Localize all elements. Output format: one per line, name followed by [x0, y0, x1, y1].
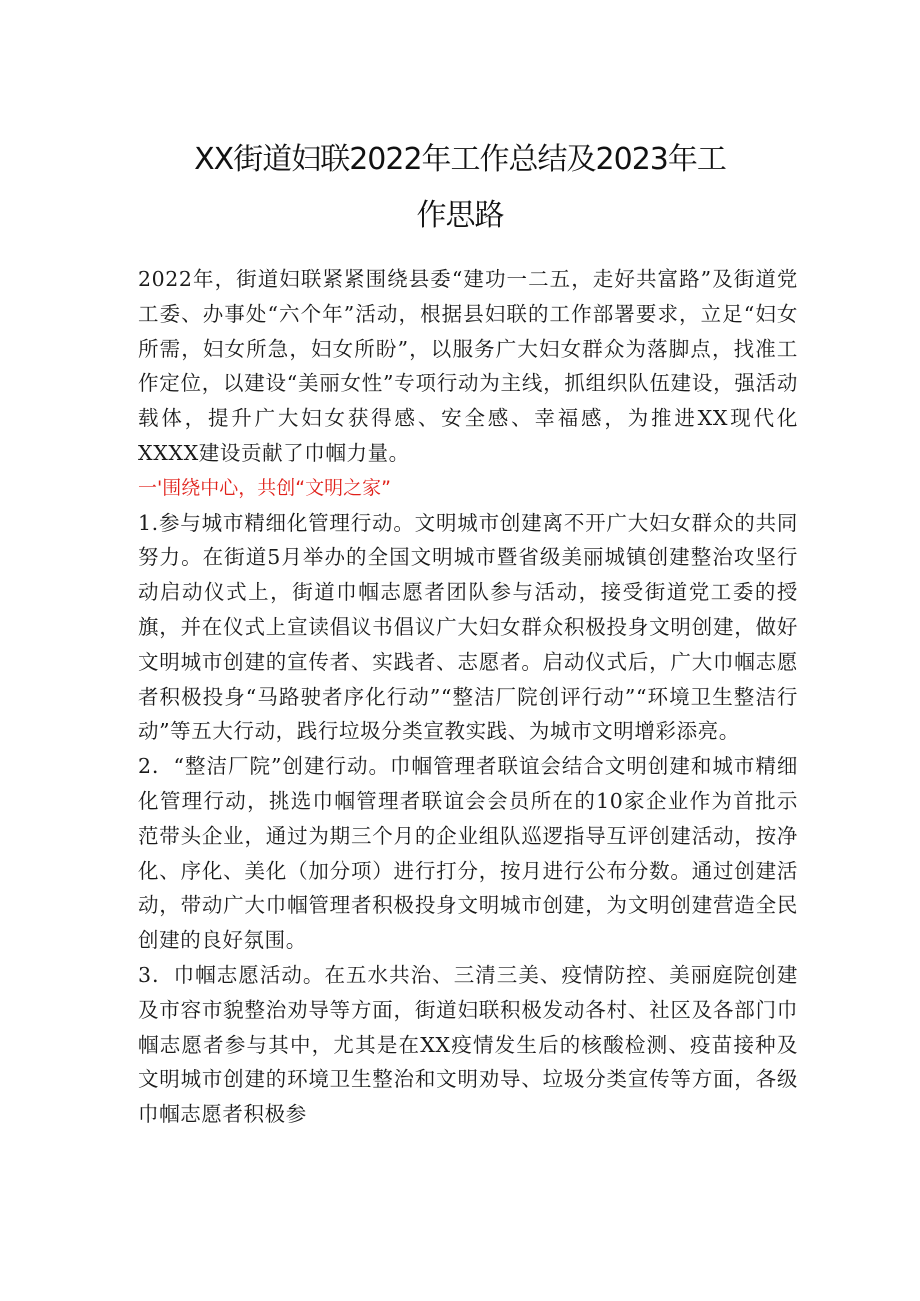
document-title-line1: XX街道妇联2022年工作总结及2023年工 — [194, 142, 726, 177]
intro-paragraph: 2022年，街道妇联紧紧围绕县委“建功一二五，走好共富路”及街道党工委、办事处“六个年”活动，根据县妇联的工作部署要求，立足“妇女所需，妇女所急，妇女所盼”，以服务广大妇女群众为落脚点，找准工作定位，以建设“美丽女性”专项行动为主线，抓组织队伍建设，强活动载体，提升广大妇女获得感、安全感、幸福感，为推进XX现代化XXXX建设贡献了巾帼力量。 — [138, 267, 798, 465]
item-paragraph-3: 3．巾帼志愿活动。在五水共治、三清三美、疫情防控、美丽庭院创建及市容市貌整治劝导等方面，街道妇联积极发动各村、社区及各部门巾帼志愿者参与其中，尤其是在XX疫情发生后的核酸检测、疫苗接种及文明城市创建的环境卫生整治和文明劝导、垃圾分类宣传等方面，各级巾帼志愿者积极参 — [138, 962, 798, 1127]
item-paragraph-1: 1.参与城市精细化管理行动。文明城市创建离不开广大妇女群众的共同努力。在街道5月举办的全国文明城市暨省级美丽城镇创建整治攻坚行动启动仪式上，街道巾帼志愿者团队参与活动，接受街道党工委的授旗，并在仪式上宣读倡议书倡议广大妇女群众积极投身文明创建，做好文明城市创建的宣传者、实践者、志愿者。启动仪式后，广大巾帼志愿者积极投身“马路驶者序化行动”“整洁厂院创评行动”“环境卫生整洁行动”等五大行动，践行垃圾分类宣教实践、为城市文明增彩添亮。 — [138, 510, 798, 744]
document-body — [138, 262, 798, 1132]
section-heading: 一'围绕中心，共创“文明之家” — [138, 476, 391, 499]
document-title-line2: 作思路 — [416, 198, 504, 233]
item-paragraph-2: 2．“整洁厂院”创建行动。巾帼管理者联谊会结合文明创建和城市精细化管理行动，挑选巾帼管理者联谊会会员所在的10家企业作为首批示范带头企业，通过为期三个月的企业组队巡逻指导互评创建活动，按净化、序化、美化（加分项）进行打分，按月进行公布分数。通过创建活动，带动广大巾帼管理者积极投身文明城市创建，为文明创建营造全民创建的良好氛围。 — [138, 754, 798, 953]
